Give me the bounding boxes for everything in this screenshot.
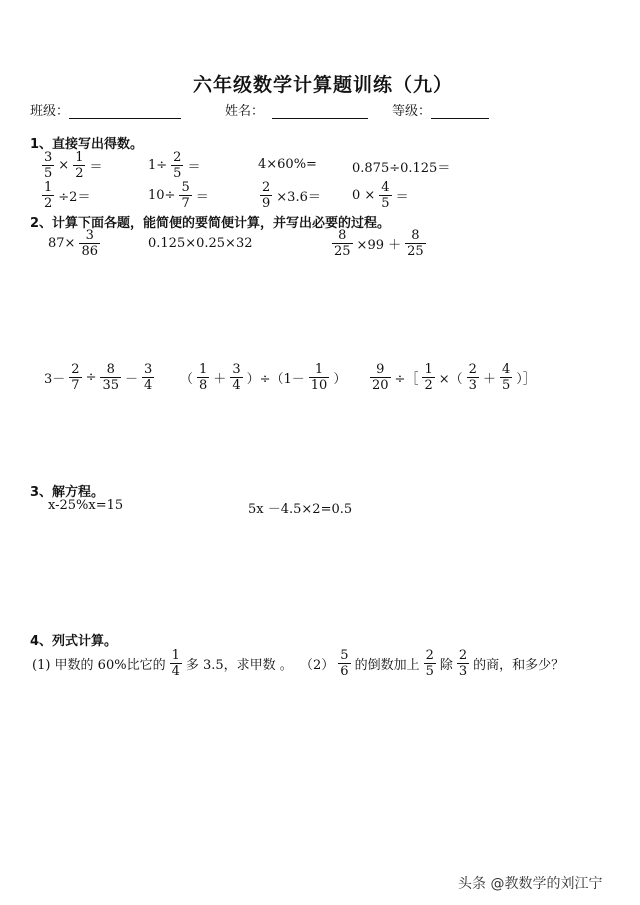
fraction: $\frac{5}{7}$ <box>181 180 190 211</box>
sec1-q4: 0.875÷0.125＝ <box>352 161 451 176</box>
name-field <box>225 100 368 119</box>
name-blank[interactable] <box>272 104 368 119</box>
sec1-q7: $\frac{2}{9}$ ×3.6＝ <box>262 180 321 211</box>
page-title: 六年级数学计算题训练（九） <box>193 74 454 96</box>
fraction: $\frac{1}{4}$ <box>171 648 180 679</box>
sec2-e5: （ $\frac{1}{8}$ ＋ $\frac{3}{4}$ ）÷（1－ $\frac{1}{10}$ ） <box>180 362 347 393</box>
grade-label: 等级： <box>392 104 432 119</box>
fraction: $\frac{2}{5}$ <box>425 648 434 679</box>
sec1-q3: 4×60%= <box>258 157 317 172</box>
sec2-e1: 87× $\frac{3}{86}$ <box>48 228 98 259</box>
fraction: $\frac{1}{10}$ <box>310 362 328 393</box>
sec1-q5: $\frac{1}{2}$ ÷2＝ <box>44 180 91 211</box>
class-field <box>30 100 181 119</box>
equation-2: 5x －4.5×2=0.5 <box>248 502 353 517</box>
fraction: $\frac{3}{4}$ <box>232 362 241 393</box>
fraction: $\frac{3}{4}$ <box>144 362 153 393</box>
fraction: $\frac{1}{2}$ <box>75 150 84 181</box>
section-3-heading: 3、解方程。 <box>30 485 105 500</box>
sec1-q8: 0 × $\frac{4}{5}$ ＝ <box>352 180 409 211</box>
class-blank[interactable] <box>69 104 181 119</box>
fraction: $\frac{9}{20}$ <box>372 362 389 393</box>
fraction: $\frac{1}{2}$ <box>424 362 433 393</box>
section-2-heading: 2、计算下面各题，能简便的要简便计算，并写出必要的过程。 <box>30 216 391 231</box>
watermark: 头条 @教数学的刘江宁 <box>458 876 603 892</box>
fraction: $\frac{3}{5}$ <box>44 150 53 181</box>
grade-blank[interactable] <box>431 104 489 119</box>
fraction: $\frac{2}{3}$ <box>468 362 477 393</box>
fraction: $\frac{2}{3}$ <box>458 648 468 679</box>
fraction: $\frac{8}{35}$ <box>102 362 120 393</box>
sec1-q2: 1÷ $\frac{2}{5}$ ＝ <box>148 150 201 181</box>
fraction: $\frac{1}{2}$ <box>44 180 53 211</box>
sec2-e3: $\frac{8}{25}$ ×99 ＋ $\frac{8}{25}$ <box>334 228 424 259</box>
fraction: $\frac{2}{9}$ <box>262 180 271 211</box>
section-4-heading: 4、列式计算。 <box>30 634 118 649</box>
problem-1: (1) 甲数的 60%比它的 $\frac{1}{4}$ 多 3.5，求甲数 。 <box>32 648 293 679</box>
sec2-e4: 3－ $\frac{2}{7}$ ÷ $\frac{8}{35}$ － $\frac{3}{4}$ <box>44 362 153 393</box>
fraction: $\frac{4}{5}$ <box>501 362 511 393</box>
fraction: $\frac{1}{8}$ <box>199 362 208 393</box>
grade-field <box>392 100 489 119</box>
sec1-q1: $\frac{3}{5}$ × $\frac{1}{2}$ ＝ <box>44 150 103 181</box>
fraction: $\frac{3}{86}$ <box>81 228 98 259</box>
sec2-e2: 0.125×0.25×32 <box>148 236 253 251</box>
section-1-heading: 1、直接写出得数。 <box>30 137 144 152</box>
sec2-e6: $\frac{9}{20}$ ÷［ $\frac{1}{2}$ ×（ $\frac{2}{3}$ ＋ $\frac{4}{5}$ ）］ <box>372 362 536 393</box>
fraction: $\frac{4}{5}$ <box>381 180 390 211</box>
fraction: $\frac{5}{6}$ <box>340 648 349 679</box>
fraction: $\frac{2}{5}$ <box>173 150 182 181</box>
problem-2: （2） $\frac{5}{6}$ 的倒数加上 $\frac{2}{5}$ 除 $\frac{2}{3}$ 的商，和多少？ <box>300 648 565 679</box>
fraction: $\frac{2}{7}$ <box>71 362 80 393</box>
sec1-q6: 10÷ $\frac{5}{7}$ ＝ <box>148 180 209 211</box>
equation-1: x-25%x=15 <box>48 498 124 513</box>
fraction: $\frac{8}{25}$ <box>407 228 424 259</box>
class-label: 班级： <box>30 104 70 119</box>
fraction: $\frac{8}{25}$ <box>334 228 351 259</box>
name-label: 姓名： <box>225 104 265 119</box>
